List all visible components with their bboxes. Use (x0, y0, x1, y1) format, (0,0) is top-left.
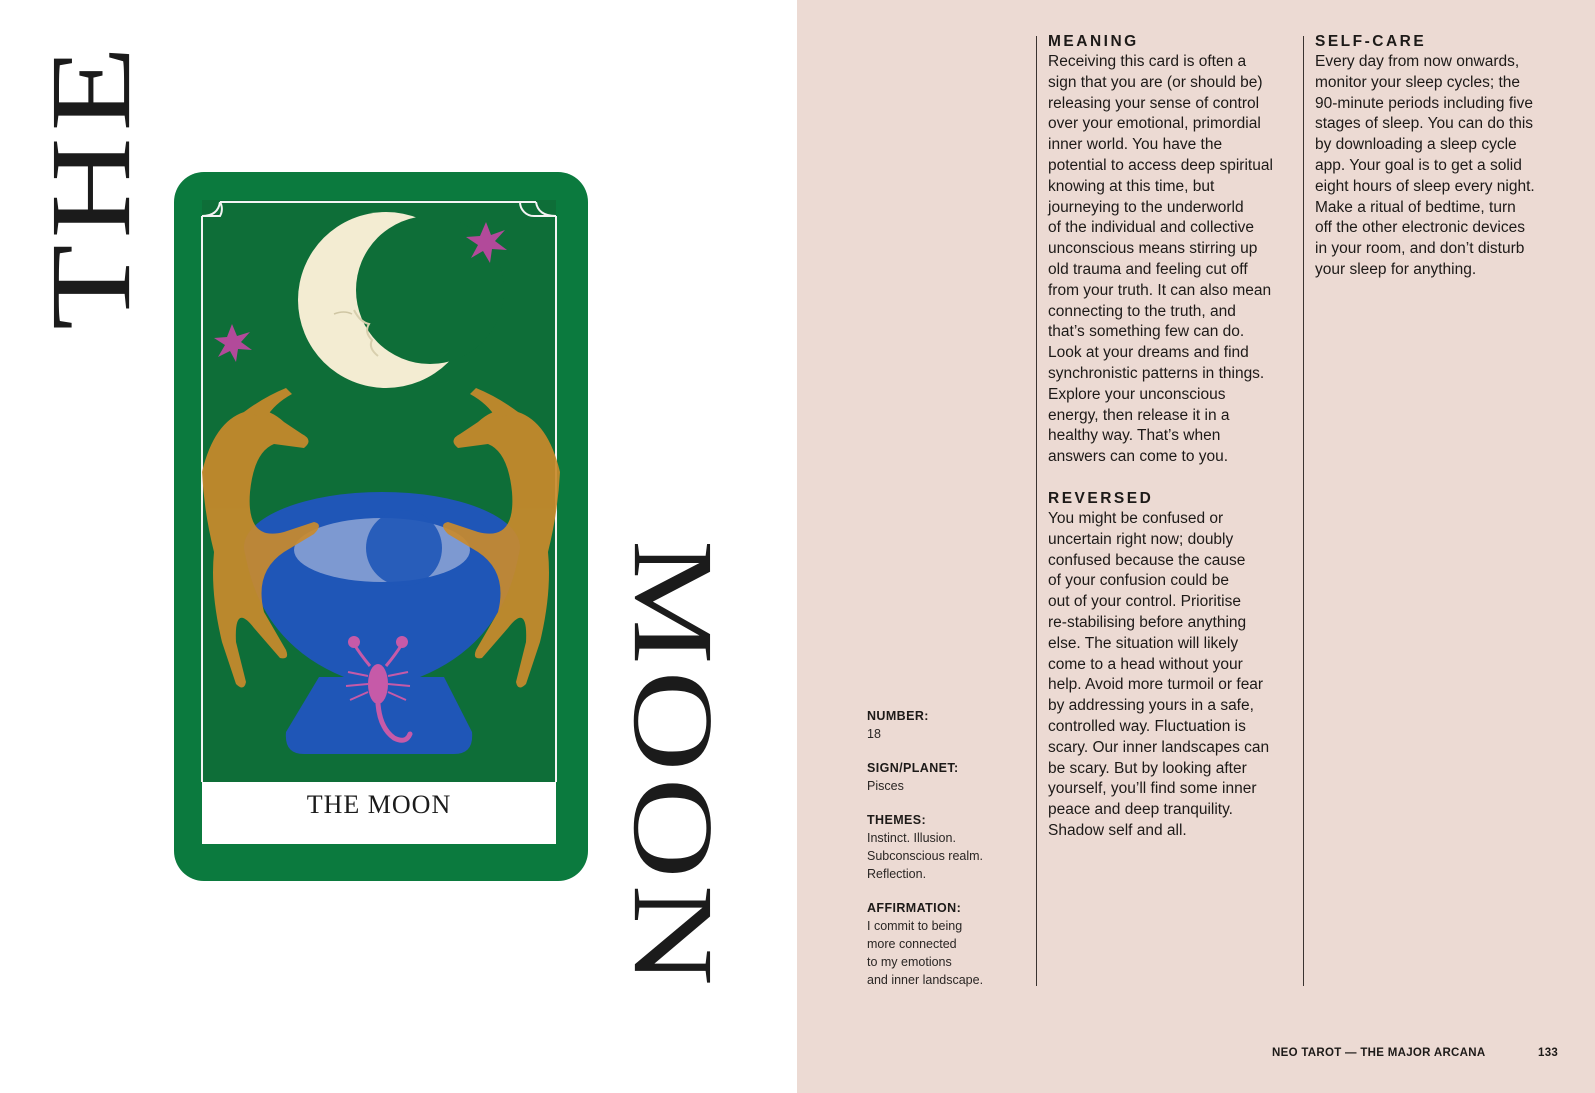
column-rule-right (1303, 36, 1304, 986)
running-head: NEO TAROT — THE MAJOR ARCANA (1272, 1047, 1486, 1059)
meaning-text: Receiving this card is often a sign that you are (or should be) releasing your sense of control over your emotional, primordial inner world. You have the potential to access deep spiritual knowing at this time, but journeying to the underworld of the individual and collective unconscious means stirring up old trauma and feeling cut off from your truth. It can also mean connecting to the truth, and that’s something few can do. Look at your dreams and find synchronistic patterns in things. Explore your unconscious energy, then release it in a healthy way. That’s when answers can come to you. (1048, 53, 1273, 466)
meaning-heading: MEANING (1048, 33, 1139, 50)
fact-themes (867, 811, 1027, 883)
fact-number-label: NUMBER: (867, 709, 929, 723)
reversed-text: You might be confused or uncertain right now; doubly confused because the cause of your confusion could be out of your control. Prioritise re-stabilising before anything else. The situation will likely come to a head without your help. Avoid more turmoil or fear by addressing yours in a safe, controlled way. Fluctuation is scary. Our inner landscapes can be scary. But by looking after yourself, you’ll find some inner peace and deep tranquility. Shadow self and all. (1048, 509, 1270, 839)
fact-affirmation (867, 899, 1027, 989)
card-facts (867, 707, 1027, 1005)
selfcare-heading: SELF-CARE (1315, 33, 1427, 50)
meaning-column (1048, 32, 1298, 842)
selfcare-text: Every day from now onwards, monitor your sleep cycles; the 90-minute periods including five stages of sleep. You can do this by downloading a sleep cycle app. Your goal is to get a solid eight hours of sleep every night. Make a ritual of bedtime, turn off the other electronic devices in your room, and don’t disturb your sleep for anything. (1315, 53, 1535, 278)
card-label: THE MOON (306, 790, 452, 819)
reversed-heading: REVERSED (1048, 489, 1154, 507)
tarot-card-illustration (174, 172, 588, 881)
fact-affirmation-label: AFFIRMATION: (867, 901, 962, 915)
fact-number-value: 18 (867, 727, 881, 741)
fact-affirmation-value: I commit to being more connected to my emotions and inner landscape. (867, 919, 984, 987)
selfcare-column (1315, 32, 1575, 281)
title-word-moon: MOON (609, 540, 737, 992)
column-rule-left (1036, 36, 1037, 986)
fact-sign (867, 759, 1027, 795)
title-word-the: THE (27, 39, 155, 330)
fact-sign-value: Pisces (867, 779, 904, 793)
fact-number (867, 707, 1027, 743)
fact-sign-label: SIGN/PLANET: (867, 761, 959, 775)
page-number: 133 (1538, 1047, 1559, 1059)
fact-themes-label: THEMES: (867, 813, 927, 827)
tarot-card (174, 172, 588, 881)
fact-themes-value: Instinct. Illusion. Subconscious realm. Reflection. (867, 831, 984, 881)
